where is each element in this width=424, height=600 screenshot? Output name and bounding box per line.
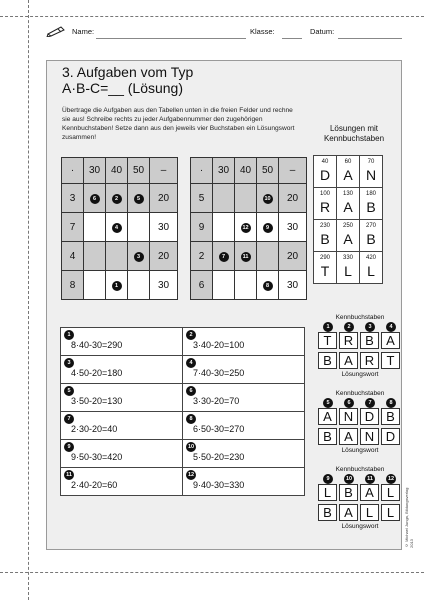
task-number-badge: 3 [134,252,144,262]
grid-cell [257,184,279,213]
word-letter-box[interactable]: N [360,428,379,445]
grid-row-subtrahend: 20 [279,184,307,213]
answer-block [310,313,410,379]
letter-box[interactable]: N [339,408,358,425]
solution-letter: L [367,263,375,279]
solution-cell [360,156,383,188]
grid-header-cell: 30 [84,158,106,184]
tasks-table [60,327,305,496]
solution-letter: B [366,231,376,247]
grid-header-cell: · [62,158,84,184]
task-number-badge: 4 [186,358,196,368]
answer-block [310,465,410,531]
task-number-badge: 2 [186,330,196,340]
task-equation: 5·50-20=230 [193,452,245,462]
letter-box[interactable]: L [381,484,400,501]
klasse-label: Klasse: [250,27,275,36]
solution-number: 100 [319,191,330,197]
klasse-field[interactable] [282,38,302,39]
solution-cell [337,156,360,188]
solution-letter: A [343,167,353,183]
grid-row-factor: 5 [191,184,213,213]
kennbuchstaben-label: Kennbuchstaben [335,466,385,473]
datum-label: Datum: [310,27,335,36]
solution-number: 270 [365,223,376,229]
task-number-badge: 2 [112,194,122,204]
task-number-badge: 7 [219,252,229,262]
task-number-badge: 1 [112,281,122,291]
grid-cell [128,242,150,271]
grid-row-factor: 4 [62,242,84,271]
loesungswort-label: Lösungswort [341,523,379,530]
task-number-badge: 3 [365,322,375,332]
name-label: Name: [72,27,95,36]
solution-number: 420 [365,255,376,261]
grid-cell [213,271,235,300]
task-number-badge: 10 [264,196,271,202]
word-letter-box[interactable]: L [360,504,379,521]
grid-row-factor: 8 [62,271,84,300]
grid-cell [106,242,128,271]
task-cell[interactable] [183,328,305,356]
task-number-badge: 6 [186,386,196,396]
solution-letter: B [366,199,376,215]
letter-box[interactable]: L [318,484,337,501]
letter-box[interactable]: R [339,332,358,349]
cut-line-top [0,16,424,17]
instructions-text: Übertrage die Aufgaben aus den Tabellen unten in die freien Felder und rechne sie aus! Schreibe rechts zu jeder Aufgabennummer den zugehörigen Kennbuchstaben! Setze dann aus den jeweils vier Buchstaben ein Lösungswort zusammen! [62,107,295,141]
grid-cell [84,271,106,300]
task-cell[interactable] [61,328,183,356]
pencil-icon [46,25,68,37]
task-cell[interactable] [183,412,305,440]
task-number-badge: 12 [242,225,249,231]
grid-cell [106,184,128,213]
solution-letter: B [320,231,330,247]
word-letter-box[interactable]: B [318,504,337,521]
grid-cell [84,213,106,242]
grid-row-factor: 2 [191,242,213,271]
solution-letter: N [365,167,377,183]
solution-cell [314,156,337,188]
task-number-badge: 4 [386,322,396,332]
letter-box[interactable]: B [360,332,379,349]
solution-cell [337,188,360,220]
loesungswort-label: Lösungswort [341,371,379,378]
task-number-badge: 5 [64,386,74,396]
copyright-text: © Michael Junga, Bildungsverlag 2013 [404,487,414,548]
solution-letter: T [320,263,330,279]
task-number-badge: 11 [64,470,74,480]
task-number-badge: 10 [187,444,195,450]
solution-cell [360,220,383,252]
grid-cell [257,213,279,242]
cut-line-left [28,0,29,600]
task-equation: 3·50-20=130 [71,396,123,406]
grid-cell [84,242,106,271]
title-line-2: A·B-C=__ (Lösung) [62,80,184,96]
grid-cell [235,271,257,300]
grid-row-factor: 6 [191,271,213,300]
task-number-badge: 9 [263,223,273,233]
name-field[interactable] [96,38,246,39]
task-equation: 4·50-20=180 [71,368,123,378]
grid-header-cell: 30 [213,158,235,184]
grid-cell [257,271,279,300]
grid-row-subtrahend: 30 [279,213,307,242]
solution-cell [337,220,360,252]
task-cell[interactable] [61,356,183,384]
grid-header-cell: 50 [257,158,279,184]
task-number-badge: 8 [386,398,396,408]
solution-cell [314,252,337,284]
solutions-heading: Lösungen mit Kennbuchstaben [323,124,385,143]
solutions-table [313,155,383,284]
task-number-badge: 6 [90,194,100,204]
task-number-badge: 4 [112,223,122,233]
word-letter-box[interactable]: D [381,428,400,445]
task-equation: 9·40-30=330 [193,480,245,490]
task-equation: 2·30-20=40 [71,424,118,434]
grid-cell [213,184,235,213]
task-equation: 3·30-20=70 [193,396,240,406]
task-number-badge: 7 [365,398,375,408]
answer-block [310,389,410,455]
letter-box[interactable]: B [339,484,358,501]
datum-field[interactable] [338,38,402,39]
word-letter-box[interactable]: A [339,428,358,445]
solution-cell [360,188,383,220]
cut-line-bottom [0,572,424,573]
grid-row-subtrahend: 20 [279,242,307,271]
task-number-badge: 5 [134,194,144,204]
task-cell[interactable] [61,384,183,412]
grid-row-subtrahend: 20 [150,184,178,213]
grid-row-factor: 7 [62,213,84,242]
grid-header-cell: – [150,158,178,184]
grid-header-cell: 50 [128,158,150,184]
grid-cell [106,271,128,300]
task-number-badge: 7 [64,414,74,424]
task-cell[interactable] [183,468,305,496]
grid-cell [235,242,257,271]
solution-cell [360,252,383,284]
solution-number: 60 [344,159,352,165]
task-number-badge: 12 [187,472,195,478]
grid-cell [235,213,257,242]
grid-cell [128,213,150,242]
grid-cell [106,213,128,242]
solution-cell [314,220,337,252]
kennbuchstaben-label: Kennbuchstaben [335,390,385,397]
grid-cell [235,184,257,213]
grid-header-cell: – [279,158,307,184]
solution-letter: A [343,231,353,247]
task-number-badge: 9 [64,442,74,452]
grid-cell [213,213,235,242]
solution-number: 290 [319,255,330,261]
grid-header-cell: 40 [235,158,257,184]
letter-box[interactable]: A [381,332,400,349]
task-number-badge: 11 [241,252,251,262]
grid-row-factor: 9 [191,213,213,242]
task-cell[interactable] [61,468,183,496]
grid-cell [84,184,106,213]
task-number-badge: 1 [64,330,74,340]
task-number-badge: 8 [263,281,273,291]
task-number-badge: 2 [344,322,354,332]
word-letter-box[interactable]: L [381,504,400,521]
task-number-badge: 3 [64,358,74,368]
word-letter-box[interactable]: R [360,352,379,369]
solution-number: 180 [365,191,376,197]
solution-number: 130 [342,191,353,197]
solution-number: 230 [319,223,330,229]
word-letter-box[interactable]: B [318,352,337,369]
task-equation: 6·50-30=270 [193,424,245,434]
solution-number: 330 [342,255,353,261]
grid-cell [128,184,150,213]
grid-cell [213,242,235,271]
page-title [62,64,282,96]
solution-cell [314,188,337,220]
task-cell[interactable] [61,440,183,468]
task-number-badge: 1 [323,322,333,332]
solution-letter: D [319,167,331,183]
task-number-badge: 5 [323,398,333,408]
task-cell[interactable] [61,412,183,440]
solution-letter: L [344,263,352,279]
task-cell[interactable] [183,440,305,468]
task-number-badge: 12 [387,476,395,482]
title-line-1: 3. Aufgaben vom Typ [62,64,194,80]
letter-box[interactable]: D [360,408,379,425]
letter-box[interactable]: A [318,408,337,425]
solution-number: 250 [342,223,353,229]
grid-header-cell: · [191,158,213,184]
loesungswort-label: Lösungswort [341,447,379,454]
letter-box[interactable]: A [360,484,379,501]
solution-letter: R [319,199,331,215]
task-number-badge: 11 [365,474,375,484]
grid-row-subtrahend: 30 [150,271,178,300]
letter-box[interactable]: B [381,408,400,425]
word-letter-box[interactable]: B [318,428,337,445]
task-equation: 3·40-20=100 [193,340,245,350]
grid-cell [257,242,279,271]
word-letter-box[interactable]: T [381,352,400,369]
task-equation: 7·40-30=250 [193,368,245,378]
task-number-badge: 8 [186,414,196,424]
task-number-badge: 6 [344,398,354,408]
grid-row-subtrahend: 30 [150,213,178,242]
kennbuchstaben-label: Kennbuchstaben [335,314,385,321]
grid-row-subtrahend: 20 [150,242,178,271]
word-letter-box[interactable]: A [339,352,358,369]
solution-letter: A [343,199,353,215]
multiplication-table-right [190,157,307,300]
grid-header-cell: 40 [106,158,128,184]
solution-cell [337,252,360,284]
grid-row-subtrahend: 30 [279,271,307,300]
task-equation: 9·50-30=420 [71,452,123,462]
task-equation: 2·40-20=60 [71,480,118,490]
solution-number: 40 [321,159,329,165]
grid-cell [128,271,150,300]
word-letter-box[interactable]: A [339,504,358,521]
task-cell[interactable] [183,356,305,384]
task-number-badge: 10 [345,476,353,482]
letter-box[interactable]: T [318,332,337,349]
task-cell[interactable] [183,384,305,412]
solution-number: 70 [367,159,375,165]
multiplication-table-left [61,157,178,300]
grid-row-factor: 3 [62,184,84,213]
task-number-badge: 9 [323,474,333,484]
task-equation: 8·40-30=290 [71,340,123,350]
